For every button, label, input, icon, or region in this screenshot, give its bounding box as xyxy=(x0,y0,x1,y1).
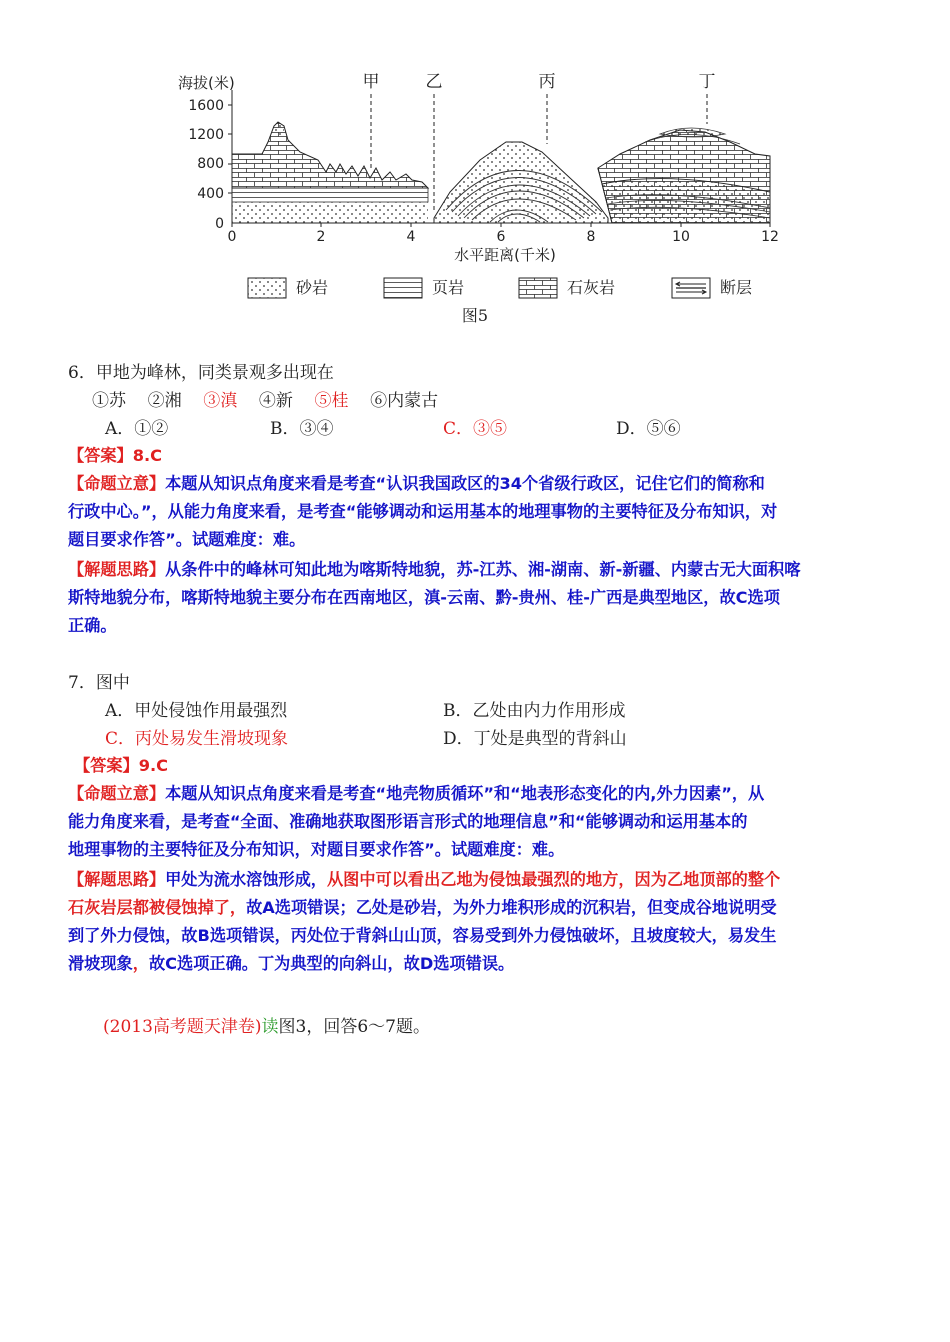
legend-shale: 页岩 xyxy=(432,278,465,297)
legend-limestone: 石灰岩 xyxy=(567,278,616,297)
q6-option: ⑥内蒙古 xyxy=(370,391,439,411)
point-label-yi: 乙 xyxy=(425,72,443,92)
q6-option: ③滇 xyxy=(203,391,238,411)
q6-answer-value: 8.C xyxy=(132,446,163,465)
q6-option: ①苏 xyxy=(92,391,126,411)
point-label-ding: 丁 xyxy=(698,72,716,92)
y-tick: 400 xyxy=(197,186,224,202)
q7-idea: 【解题思路】甲处为流水溶蚀形成，从图中可以看出乙地为侵蚀最强烈的地方，因为乙地顶部的整个 石灰岩层都被侵蚀掉了，故A选项错误；乙处是砂岩，为外力堆积形成的沉积岩，但变成谷地说明受 到了外力侵蚀，故B选项错误，丙处位于背斜山山顶，容易受到外力侵蚀破坏，且坡度较大，易发生 滑坡现象，故C选项正确。丁为典型的向斜山，故D选项错误。 xyxy=(68,870,781,973)
q7-choice-c: C．丙处易发生滑坡现象 xyxy=(105,729,289,749)
q6-choice-c: C．③⑤ xyxy=(443,419,508,439)
q7-answer-value: 9.C xyxy=(138,756,169,775)
q6-answer: 【答案】8.C xyxy=(68,446,163,465)
x-axis-title: 水平距离(千米) xyxy=(454,246,556,264)
q6-choice-a: A．①② xyxy=(105,419,169,439)
q6-option: ②湘 xyxy=(147,391,182,411)
q6-choice-b: B．③④ xyxy=(270,419,334,439)
x-tick: 12 xyxy=(761,229,779,245)
x-tick: 4 xyxy=(406,229,416,245)
instruction-text: 图3，回答6～7题。 xyxy=(278,1017,430,1037)
q7-choice-a: A．甲处侵蚀作用最强烈 xyxy=(105,701,288,721)
q6-choice-d: D．⑤⑥ xyxy=(616,419,681,439)
q6-intent: 【命题立意】本题从知识点角度来看是考查“认识我国政区的34个省级行政区，记住它们的简称和 行政中心。”，从能力角度来看，是考查“能够调动和运用基本的地理事物的主要特征及分布知识，对 题目要求作答”。试题难度：难。 xyxy=(68,474,778,549)
x-tick: 8 xyxy=(586,229,596,245)
figure-caption: 图5 xyxy=(461,306,489,325)
q7-stem: 7．图中 xyxy=(68,673,130,693)
anticline-strata xyxy=(434,142,608,223)
point-label-bing: 丙 xyxy=(538,72,556,92)
source-tag: (2013高考题天津卷) xyxy=(103,1017,262,1037)
source-line xyxy=(103,1012,430,1037)
read-word: 读 xyxy=(261,1017,279,1037)
y-axis-title: 海拔(米) xyxy=(178,74,235,92)
q6-stem: 6．甲地为峰林，同类景观多出现在 xyxy=(68,363,334,383)
point-label-jia: 甲 xyxy=(362,72,380,92)
q6-options xyxy=(92,386,438,411)
q6-option: ④新 xyxy=(258,391,293,411)
left-strata xyxy=(232,122,428,223)
legend-sandstone: 砂岩 xyxy=(296,278,329,297)
q7-choice-b: B．乙处由内力作用形成 xyxy=(443,701,626,721)
x-tick: 2 xyxy=(316,229,326,245)
y-tick: 0 xyxy=(215,216,224,232)
legend-fault: 断层 xyxy=(720,278,753,297)
x-tick: 6 xyxy=(496,229,506,245)
q6-idea: 【解题思路】从条件中的峰林可知此地为喀斯特地貌，苏-江苏、湘-湖南、新-新疆、内蒙古无大面积喀 斯特地貌分布，喀斯特地貌主要分布在西南地区，滇-云南、黔-贵州、桂-广西是典型地区，故C选项 正确。 xyxy=(68,560,801,635)
q7-answer: 【答案】9.C xyxy=(74,756,169,775)
q7-intent: 【命题立意】本题从知识点角度来看是考查“地壳物质循环”和“地表形态变化的内,外力因素”，从 能力角度来看，是考查“全面、准确地获取图形语言形式的地理信息”和“能够调动和运用基本的 地理事物的主要特征及分布知识，对题目要求作答”。试题难度：难。 xyxy=(68,784,765,859)
legend xyxy=(248,278,752,298)
geologic-profile-figure xyxy=(150,60,800,330)
q7-choice-d: D．丁处是典型的背斜山 xyxy=(443,729,627,749)
y-tick: 1600 xyxy=(188,98,224,114)
syncline-strata xyxy=(598,128,770,223)
y-tick: 1200 xyxy=(188,127,224,143)
y-tick: 800 xyxy=(197,156,224,172)
q6-option: ⑤桂 xyxy=(314,391,349,411)
x-tick: 10 xyxy=(672,229,690,245)
x-tick: 0 xyxy=(227,229,237,245)
